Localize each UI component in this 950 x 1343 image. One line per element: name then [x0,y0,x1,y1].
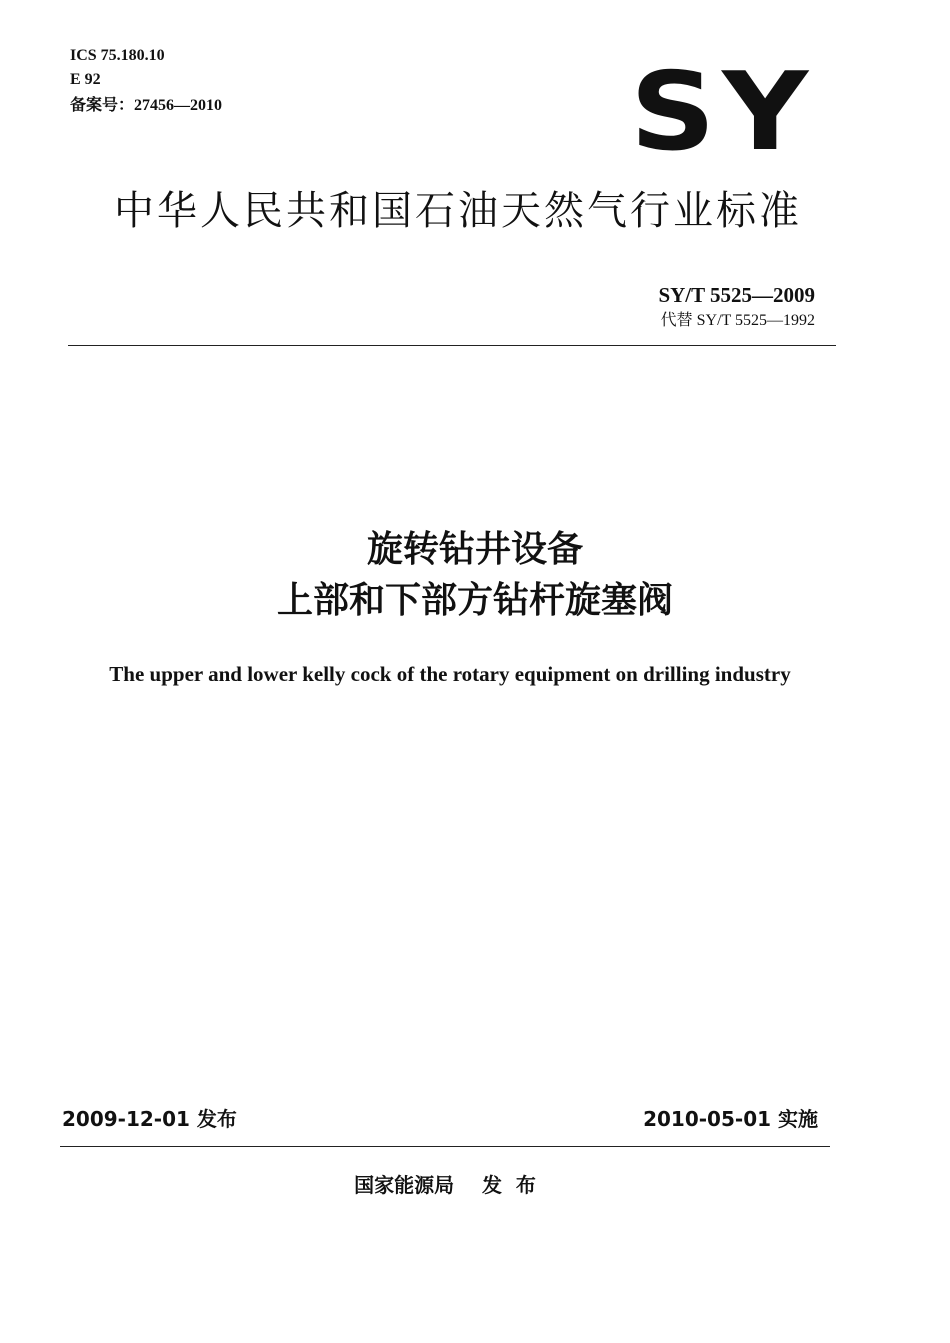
title-english: The upper and lower kelly cock of the rotary equipment on drilling industry [109,662,791,686]
footer-divider [60,1146,830,1147]
record-number: 备案号：27456—2010 [70,97,223,114]
sy-logo: SY [630,50,815,175]
header-divider [68,345,836,346]
replaced-standard: 代替 SY/T 5525—1992 [660,312,815,329]
title-cn-line1: 旋转钻井设备 [366,529,583,570]
ccs-code: E 92 [70,71,101,88]
issuing-organization-title: 中华人民共和国石油天然气行业标准 [114,188,802,234]
implementation-date: 2010-05-01 实施 [643,1107,818,1131]
title-cn-line2: 上部和下部方钻杆旋塞阀 [276,580,673,621]
issue-date: 2009-12-01 发布 [62,1107,237,1131]
standard-number: SY/T 5525—2009 [658,283,815,307]
ics-code: ICS 75.180.10 [70,47,165,64]
publisher-line: 国家能源局 发 布 [354,1173,536,1197]
